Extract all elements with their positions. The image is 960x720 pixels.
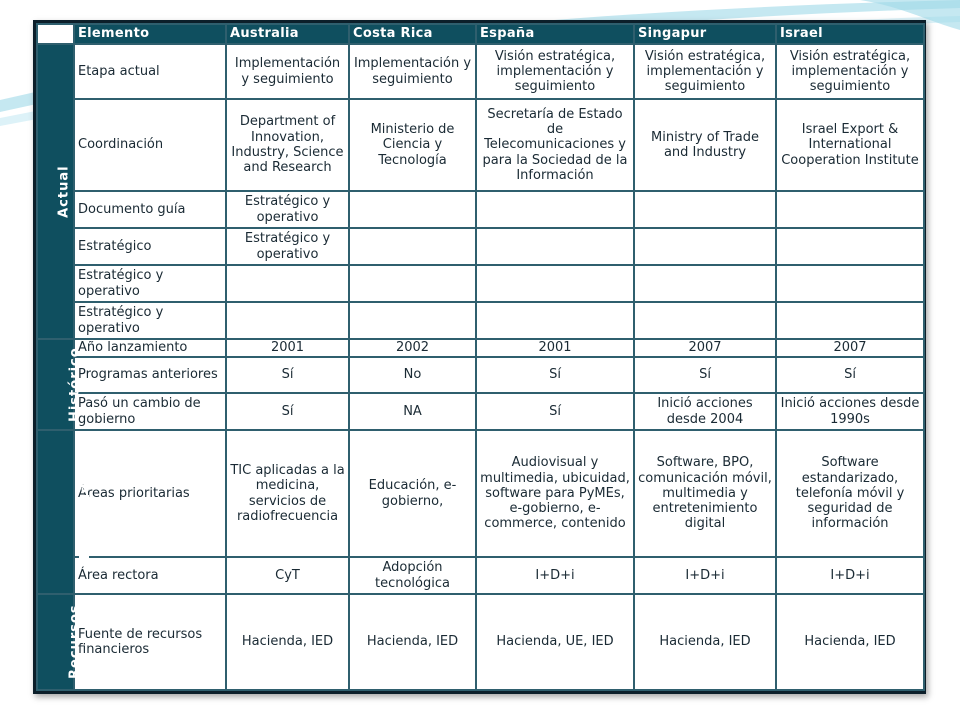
table-cell: Sí <box>226 393 349 430</box>
row-label: Documento guía <box>74 191 226 228</box>
row-label: Coordinación <box>74 99 226 191</box>
table-cell: Sí <box>476 393 634 430</box>
row-label: Estratégico <box>74 228 226 265</box>
table-cell: Secretaría de Estado de Telecomunicaciones y para la Sociedad de la Información <box>476 99 634 191</box>
table-cell: Israel Export & International Cooperation Institute <box>776 99 924 191</box>
table-cell: Visión estratégica, implementación y seguimiento <box>634 44 776 99</box>
table-cell <box>776 302 924 339</box>
table-cell <box>634 191 776 228</box>
table-row <box>37 339 924 357</box>
table-cell: Visión estratégica, implementación y seguimiento <box>776 44 924 99</box>
row-label: Estratégico y operativo <box>74 265 226 302</box>
table-cell <box>634 228 776 265</box>
table-cell: Inició acciones desde 2004 <box>634 393 776 430</box>
table-row <box>37 302 924 339</box>
table-cell: Sí <box>776 357 924 393</box>
table-row <box>37 99 924 191</box>
table-cell <box>226 265 349 302</box>
section-label-actual: Actual <box>37 44 74 339</box>
table-cell: Department of Innovation, Industry, Science and Research <box>226 99 349 191</box>
table-cell <box>776 228 924 265</box>
header-cell: Costa Rica <box>349 24 476 44</box>
table-sheet <box>36 23 923 691</box>
table-row <box>37 228 924 265</box>
row-label: Áreas prioritarias <box>74 430 226 557</box>
table-cell: Visión estratégica, implementación y seguimiento <box>476 44 634 99</box>
table-cell: Sí <box>634 357 776 393</box>
header-corner <box>37 24 74 44</box>
table-cell: Software, BPO, comunicación móvil, multimedia y entretenimiento digital <box>634 430 776 557</box>
table-row <box>37 265 924 302</box>
table-row <box>37 393 924 430</box>
table-cell <box>226 302 349 339</box>
header-row <box>37 24 924 44</box>
comparison-table <box>36 23 925 691</box>
table-row <box>37 357 924 393</box>
header-cell: Israel <box>776 24 924 44</box>
row-label: Fuente de recursos financieros <box>74 594 226 690</box>
table-cell: Software estandarizado, telefonía móvil y seguridad de información <box>776 430 924 557</box>
table-cell: 2001 <box>476 339 634 357</box>
table-row <box>37 594 924 690</box>
table-cell <box>349 228 476 265</box>
table-cell <box>349 302 476 339</box>
header-cell: Elemento <box>74 24 226 44</box>
table-cell <box>476 302 634 339</box>
row-label: Etapa actual <box>74 44 226 99</box>
table-cell: Implementación y seguimiento <box>349 44 476 99</box>
table-cell: Ministry of Trade and Industry <box>634 99 776 191</box>
table-cell: Audiovisual y multimedia, ubicuidad, software para PyMEs, e-gobierno, e-commerce, contenido <box>476 430 634 557</box>
table-cell: Inició acciones desde 1990s <box>776 393 924 430</box>
table-cell <box>476 228 634 265</box>
table-cell: Hacienda, IED <box>634 594 776 690</box>
table-cell: No <box>349 357 476 393</box>
row-label: Área rectora <box>74 557 226 594</box>
table-cell <box>476 265 634 302</box>
table-cell: I+D+i <box>634 557 776 594</box>
table-cell <box>776 191 924 228</box>
section-label-prioridades: Prioridades <box>37 430 74 594</box>
table-cell <box>349 191 476 228</box>
row-label: Estratégico y operativo <box>74 302 226 339</box>
table-cell: I+D+i <box>476 557 634 594</box>
row-label: Año lanzamiento <box>74 339 226 357</box>
table-cell: Estratégico y operativo <box>226 191 349 228</box>
row-label: Programas anteriores <box>74 357 226 393</box>
row-label: Pasó un cambio de gobierno <box>74 393 226 430</box>
table-cell: 2007 <box>776 339 924 357</box>
table-row <box>37 430 924 557</box>
table-row <box>37 557 924 594</box>
header-cell: España <box>476 24 634 44</box>
table-cell: Sí <box>476 357 634 393</box>
header-cell: Australia <box>226 24 349 44</box>
table-cell: CyT <box>226 557 349 594</box>
table-cell: 2002 <box>349 339 476 357</box>
table-cell: Hacienda, IED <box>226 594 349 690</box>
table-cell <box>634 302 776 339</box>
table-row <box>37 191 924 228</box>
table-cell: Estratégico y operativo <box>226 228 349 265</box>
table-cell <box>476 191 634 228</box>
table-frame <box>33 20 926 694</box>
table-cell: Sí <box>226 357 349 393</box>
table-cell: Hacienda, IED <box>776 594 924 690</box>
table-cell <box>634 265 776 302</box>
table-cell: Adopción tecnológica <box>349 557 476 594</box>
table-cell: TIC aplicadas a la medicina, servicios de radiofrecuencia <box>226 430 349 557</box>
header-cell: Singapur <box>634 24 776 44</box>
table-cell: 2007 <box>634 339 776 357</box>
table-cell: Hacienda, IED <box>349 594 476 690</box>
section-label-recursos: Recursos <box>37 594 74 690</box>
table-cell: Implementación y seguimiento <box>226 44 349 99</box>
table-cell: Hacienda, UE, IED <box>476 594 634 690</box>
table-cell: 2001 <box>226 339 349 357</box>
table-row <box>37 44 924 99</box>
table-cell <box>349 265 476 302</box>
section-label-historico: Histórico <box>37 339 74 430</box>
table-cell: Educación, e-gobierno, <box>349 430 476 557</box>
table-cell: Ministerio de Ciencia y Tecnología <box>349 99 476 191</box>
table-cell <box>776 265 924 302</box>
table-cell: I+D+i <box>776 557 924 594</box>
table-cell: NA <box>349 393 476 430</box>
